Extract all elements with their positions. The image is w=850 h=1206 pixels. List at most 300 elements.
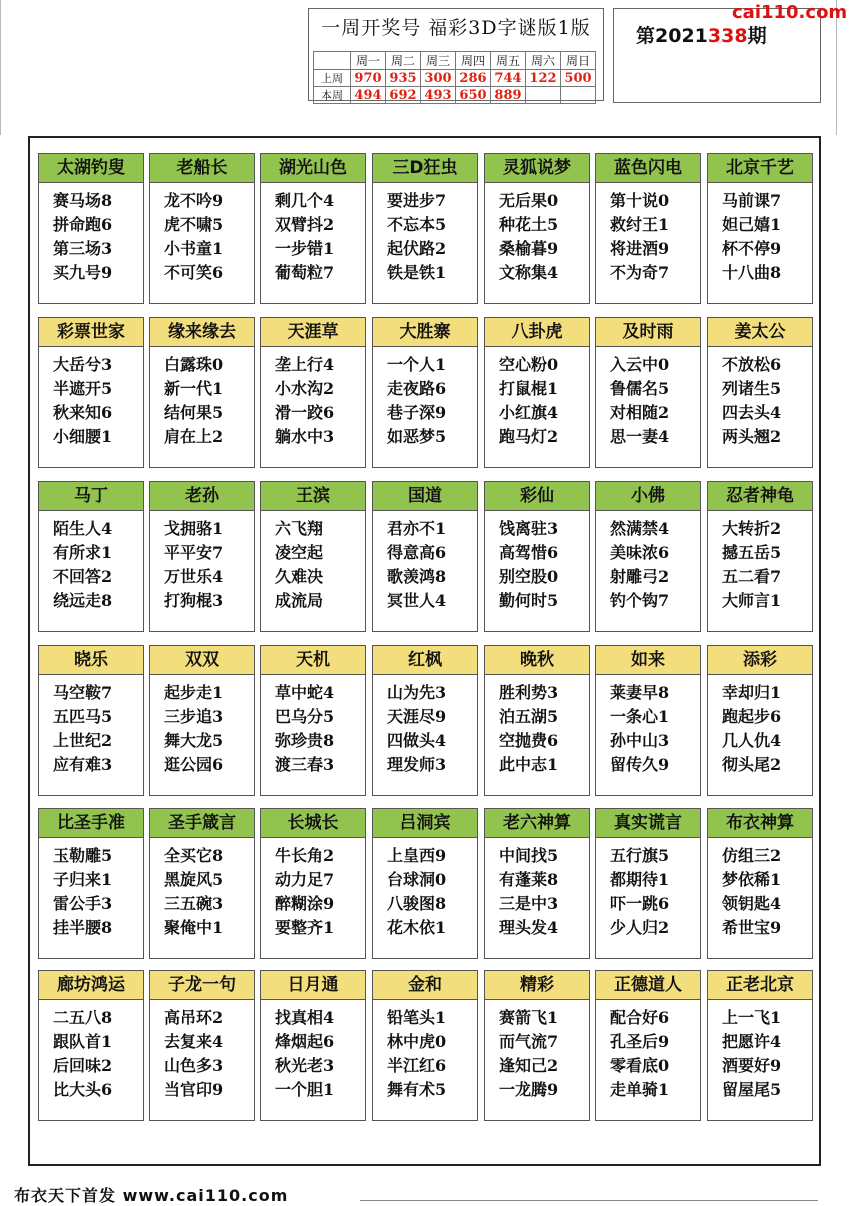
riddle-line: 饯离驻3 bbox=[499, 519, 559, 538]
riddle-line: 桑榆暮9 bbox=[499, 239, 559, 258]
riddle-lines bbox=[39, 1006, 143, 1102]
riddle-line: 三五碗3 bbox=[164, 894, 224, 913]
riddle-card bbox=[38, 645, 144, 796]
draw-number: 494 bbox=[351, 87, 386, 104]
draw-number: 122 bbox=[526, 70, 561, 87]
riddle-line: 小细腰1 bbox=[53, 427, 113, 446]
riddle-line: 幸却归1 bbox=[722, 683, 782, 702]
riddle-line: 挂半腰8 bbox=[53, 918, 113, 937]
riddle-line: 莱妻早8 bbox=[610, 683, 670, 702]
riddle-lines bbox=[39, 189, 143, 285]
riddle-lines bbox=[596, 1006, 700, 1102]
riddle-lines bbox=[485, 517, 589, 613]
riddle-line: 玉勒雕5 bbox=[53, 846, 113, 865]
riddle-line: 烽烟起6 bbox=[275, 1032, 335, 1051]
riddle-line: 打狗棍3 bbox=[164, 591, 224, 610]
day-header: 周一 bbox=[351, 52, 386, 70]
riddle-line: 上世纪2 bbox=[53, 731, 113, 750]
card-author-name: 八卦虎 bbox=[485, 318, 589, 347]
riddle-line: 理发师3 bbox=[387, 755, 447, 774]
riddle-line: 小书童1 bbox=[164, 239, 224, 258]
riddle-line: 上一飞1 bbox=[722, 1008, 782, 1027]
riddle-line: 不放松6 bbox=[722, 355, 782, 374]
riddle-line: 十八曲8 bbox=[722, 263, 782, 282]
draw-number: 286 bbox=[456, 70, 491, 87]
riddle-line: 彻头尾2 bbox=[722, 755, 782, 774]
card-author-name: 蓝色闪电 bbox=[596, 154, 700, 183]
draw-number bbox=[526, 87, 561, 104]
riddle-lines bbox=[373, 1006, 477, 1102]
riddle-line: 此中志1 bbox=[499, 755, 559, 774]
riddle-line: 理头发4 bbox=[499, 918, 559, 937]
riddle-lines bbox=[261, 517, 365, 613]
riddle-card bbox=[372, 970, 478, 1121]
riddle-line: 走夜路6 bbox=[387, 379, 447, 398]
riddle-card bbox=[372, 153, 478, 304]
this-week-label: 本周 bbox=[314, 87, 351, 104]
riddle-card bbox=[484, 645, 590, 796]
riddle-lines bbox=[261, 681, 365, 777]
card-author-name: 正老北京 bbox=[708, 971, 812, 1000]
riddle-line: 歌羡鸿8 bbox=[387, 567, 447, 586]
riddle-line: 思一妻4 bbox=[610, 427, 670, 446]
riddle-line: 买九号9 bbox=[53, 263, 113, 282]
riddle-lines bbox=[596, 517, 700, 613]
riddle-line: 有蓬莱8 bbox=[499, 870, 559, 889]
riddle-line: 三是中3 bbox=[499, 894, 559, 913]
riddle-line: 高吊环2 bbox=[164, 1008, 224, 1027]
riddle-card bbox=[260, 645, 366, 796]
riddle-lines bbox=[373, 844, 477, 940]
riddle-line: 聚俺中1 bbox=[164, 918, 224, 937]
riddle-card bbox=[38, 808, 144, 959]
riddle-line: 美味浓6 bbox=[610, 543, 670, 562]
card-author-name: 老孙 bbox=[150, 482, 254, 511]
riddle-line: 台球洞0 bbox=[387, 870, 447, 889]
card-author-name: 忍者神龟 bbox=[708, 482, 812, 511]
this-week-row bbox=[314, 87, 596, 104]
riddle-line: 结何果5 bbox=[164, 403, 224, 422]
riddle-line: 山为先3 bbox=[387, 683, 447, 702]
riddle-card bbox=[149, 645, 255, 796]
riddle-line: 剩几个4 bbox=[275, 191, 335, 210]
riddle-card bbox=[38, 153, 144, 304]
issue-highlight: 338 bbox=[707, 25, 748, 47]
riddle-line: 逛公园6 bbox=[164, 755, 224, 774]
card-author-name: 天机 bbox=[261, 646, 365, 675]
riddle-lines bbox=[373, 189, 477, 285]
card-author-name: 长城长 bbox=[261, 809, 365, 838]
riddle-line: 都期待1 bbox=[610, 870, 670, 889]
draw-number: 493 bbox=[421, 87, 456, 104]
riddle-card bbox=[149, 808, 255, 959]
riddle-line: 成流局 bbox=[275, 591, 324, 610]
riddle-card bbox=[484, 970, 590, 1121]
riddle-lines bbox=[261, 1006, 365, 1102]
riddle-lines bbox=[373, 681, 477, 777]
riddle-line: 跑起步6 bbox=[722, 707, 782, 726]
riddle-card bbox=[484, 317, 590, 468]
riddle-line: 三步追3 bbox=[164, 707, 224, 726]
riddle-line: 勤何时5 bbox=[499, 591, 559, 610]
riddle-line: 找真相4 bbox=[275, 1008, 335, 1027]
riddle-line: 动力足7 bbox=[275, 870, 335, 889]
riddle-card bbox=[484, 808, 590, 959]
riddle-line: 走单骑1 bbox=[610, 1080, 670, 1099]
riddle-card bbox=[372, 317, 478, 468]
riddle-line: 牛长角2 bbox=[275, 846, 335, 865]
card-author-name: 湖光山色 bbox=[261, 154, 365, 183]
riddle-card bbox=[707, 970, 813, 1121]
riddle-line: 赛箭飞1 bbox=[499, 1008, 559, 1027]
riddle-line: 零看底0 bbox=[610, 1056, 670, 1075]
card-author-name: 北京千艺 bbox=[708, 154, 812, 183]
riddle-card bbox=[149, 317, 255, 468]
draw-number bbox=[561, 87, 596, 104]
days-row bbox=[314, 52, 596, 70]
riddle-line: 打鼠棍1 bbox=[499, 379, 559, 398]
riddle-line: 子归来1 bbox=[53, 870, 113, 889]
riddle-line: 别空股0 bbox=[499, 567, 559, 586]
riddle-lines bbox=[373, 517, 477, 613]
riddle-line: 黑旋风5 bbox=[164, 870, 224, 889]
riddle-card bbox=[372, 645, 478, 796]
riddle-card bbox=[595, 317, 701, 468]
card-author-name: 马丁 bbox=[39, 482, 143, 511]
riddle-card bbox=[372, 808, 478, 959]
riddle-lines bbox=[596, 189, 700, 285]
riddle-line: 中间找5 bbox=[499, 846, 559, 865]
riddle-line: 冥世人4 bbox=[387, 591, 447, 610]
riddle-line: 孙中山3 bbox=[610, 731, 670, 750]
riddle-line: 如恶梦5 bbox=[387, 427, 447, 446]
card-author-name: 晚秋 bbox=[485, 646, 589, 675]
riddle-line: 无后果0 bbox=[499, 191, 559, 210]
riddle-card bbox=[38, 317, 144, 468]
riddle-line: 八骏图8 bbox=[387, 894, 447, 913]
card-author-name: 老船长 bbox=[150, 154, 254, 183]
riddle-card bbox=[595, 808, 701, 959]
riddle-line: 空心粉0 bbox=[499, 355, 559, 374]
card-author-name: 圣手箴言 bbox=[150, 809, 254, 838]
riddle-line: 秋光老3 bbox=[275, 1056, 335, 1075]
draw-number: 500 bbox=[561, 70, 596, 87]
riddle-line: 列诸生5 bbox=[722, 379, 782, 398]
riddle-lines bbox=[39, 681, 143, 777]
riddle-line: 草中蛇4 bbox=[275, 683, 335, 702]
riddle-line: 花木依1 bbox=[387, 918, 447, 937]
riddle-lines bbox=[261, 353, 365, 449]
riddle-lines bbox=[596, 844, 700, 940]
riddle-lines bbox=[485, 681, 589, 777]
riddle-line: 应有难3 bbox=[53, 755, 113, 774]
riddle-line: 新一代1 bbox=[164, 379, 224, 398]
card-author-name: 姜太公 bbox=[708, 318, 812, 347]
draw-number: 970 bbox=[351, 70, 386, 87]
riddle-lines bbox=[708, 681, 812, 777]
card-author-name: 王滨 bbox=[261, 482, 365, 511]
card-author-name: 双双 bbox=[150, 646, 254, 675]
riddle-line: 五二看7 bbox=[722, 567, 782, 586]
riddle-lines bbox=[708, 189, 812, 285]
riddle-line: 躺水中3 bbox=[275, 427, 335, 446]
day-header: 周日 bbox=[561, 52, 596, 70]
riddle-lines bbox=[150, 1006, 254, 1102]
riddle-line: 六飞翔 bbox=[275, 519, 324, 538]
riddle-line: 上皇西9 bbox=[387, 846, 447, 865]
riddle-line: 大岳兮3 bbox=[53, 355, 113, 374]
riddle-line: 铁是铁1 bbox=[387, 263, 447, 282]
riddle-lines bbox=[596, 681, 700, 777]
riddle-line: 秋来知6 bbox=[53, 403, 113, 422]
riddle-line: 留屋尾5 bbox=[722, 1080, 782, 1099]
weekly-draw-panel bbox=[308, 8, 604, 101]
riddle-lines bbox=[39, 353, 143, 449]
riddle-line: 小红旗4 bbox=[499, 403, 559, 422]
riddle-line: 希世宝9 bbox=[722, 918, 782, 937]
card-author-name: 小佛 bbox=[596, 482, 700, 511]
riddle-line: 比大头6 bbox=[53, 1080, 113, 1099]
card-author-name: 及时雨 bbox=[596, 318, 700, 347]
riddle-line: 要进步7 bbox=[387, 191, 447, 210]
riddle-card bbox=[260, 317, 366, 468]
riddle-lines bbox=[261, 844, 365, 940]
card-author-name: 真实谎言 bbox=[596, 809, 700, 838]
card-author-name: 布衣神算 bbox=[708, 809, 812, 838]
draw-number: 889 bbox=[491, 87, 526, 104]
riddle-line: 天涯尽9 bbox=[387, 707, 447, 726]
card-author-name: 彩票世家 bbox=[39, 318, 143, 347]
last-week-row bbox=[314, 70, 596, 87]
riddle-card bbox=[38, 970, 144, 1121]
riddle-line: 空抛费6 bbox=[499, 731, 559, 750]
riddle-line: 舞有术5 bbox=[387, 1080, 447, 1099]
riddle-card bbox=[260, 808, 366, 959]
riddle-card bbox=[149, 970, 255, 1121]
riddle-line: 要整齐1 bbox=[275, 918, 335, 937]
riddle-line: 林中虎0 bbox=[387, 1032, 447, 1051]
footer-divider bbox=[360, 1200, 818, 1201]
riddle-line: 双臂抖2 bbox=[275, 215, 335, 234]
card-author-name: 灵狐说梦 bbox=[485, 154, 589, 183]
card-author-name: 晓乐 bbox=[39, 646, 143, 675]
riddle-line: 起伏路2 bbox=[387, 239, 447, 258]
riddle-line: 得意高6 bbox=[387, 543, 447, 562]
riddle-line: 赛马场8 bbox=[53, 191, 113, 210]
riddle-line: 半江红6 bbox=[387, 1056, 447, 1075]
riddle-line: 四做头4 bbox=[387, 731, 447, 750]
riddle-lines bbox=[150, 517, 254, 613]
day-header: 周二 bbox=[386, 52, 421, 70]
riddle-lines bbox=[708, 517, 812, 613]
card-author-name: 如来 bbox=[596, 646, 700, 675]
card-author-name: 国道 bbox=[373, 482, 477, 511]
riddle-lines bbox=[708, 353, 812, 449]
riddle-line: 小水沟2 bbox=[275, 379, 335, 398]
riddle-line: 鲁儒名5 bbox=[610, 379, 670, 398]
riddle-line: 平平安7 bbox=[164, 543, 224, 562]
riddle-line: 入云中0 bbox=[610, 355, 670, 374]
riddle-line: 有所求1 bbox=[53, 543, 113, 562]
riddle-lines bbox=[596, 353, 700, 449]
site-logo-text[interactable]: cai110.com bbox=[732, 2, 848, 23]
card-author-name: 廊坊鸿运 bbox=[39, 971, 143, 1000]
card-author-name: 缘来缘去 bbox=[150, 318, 254, 347]
riddle-line: 巷子深9 bbox=[387, 403, 447, 422]
riddle-line: 杯不停9 bbox=[722, 239, 782, 258]
riddle-lines bbox=[485, 844, 589, 940]
riddle-line: 山色多3 bbox=[164, 1056, 224, 1075]
card-author-name: 精彩 bbox=[485, 971, 589, 1000]
riddle-line: 射雕弓2 bbox=[610, 567, 670, 586]
riddle-card bbox=[149, 481, 255, 632]
riddle-card bbox=[260, 153, 366, 304]
day-header: 周六 bbox=[526, 52, 561, 70]
riddle-line: 配合好6 bbox=[610, 1008, 670, 1027]
riddle-card bbox=[38, 481, 144, 632]
issue-number bbox=[636, 21, 767, 48]
riddle-card bbox=[707, 317, 813, 468]
riddle-line: 仿组三2 bbox=[722, 846, 782, 865]
card-author-name: 天涯草 bbox=[261, 318, 365, 347]
riddle-line: 对相随2 bbox=[610, 403, 670, 422]
draw-number: 300 bbox=[421, 70, 456, 87]
riddle-line: 撼五岳5 bbox=[722, 543, 782, 562]
riddle-line: 然满禁4 bbox=[610, 519, 670, 538]
riddle-line: 久难决 bbox=[275, 567, 324, 586]
riddle-card bbox=[707, 645, 813, 796]
card-author-name: 大胜寨 bbox=[373, 318, 477, 347]
riddle-line: 马空鞍7 bbox=[53, 683, 113, 702]
riddle-line: 龙不吟9 bbox=[164, 191, 224, 210]
riddle-line: 将进酒9 bbox=[610, 239, 670, 258]
riddle-line: 绕远走8 bbox=[53, 591, 113, 610]
riddle-line: 酒要好9 bbox=[722, 1056, 782, 1075]
riddle-line: 妲己嬉1 bbox=[722, 215, 782, 234]
riddle-card bbox=[595, 481, 701, 632]
riddle-card bbox=[260, 970, 366, 1121]
riddle-line: 弥珍贵8 bbox=[275, 731, 335, 750]
riddle-line: 高驾惜6 bbox=[499, 543, 559, 562]
riddle-line: 戈拥骆1 bbox=[164, 519, 224, 538]
riddle-line: 起步走1 bbox=[164, 683, 224, 702]
riddle-line: 不回答2 bbox=[53, 567, 113, 586]
riddle-line: 几人仇4 bbox=[722, 731, 782, 750]
riddle-lines bbox=[708, 1006, 812, 1102]
riddle-lines bbox=[373, 353, 477, 449]
riddle-line: 凌空起 bbox=[275, 543, 324, 562]
riddle-card bbox=[595, 970, 701, 1121]
riddle-line: 醉糊涂9 bbox=[275, 894, 335, 913]
riddle-line: 去复来4 bbox=[164, 1032, 224, 1051]
riddle-lines bbox=[485, 189, 589, 285]
riddle-line: 滑一跤6 bbox=[275, 403, 335, 422]
riddle-line: 逢知己2 bbox=[499, 1056, 559, 1075]
riddle-line: 一条心1 bbox=[610, 707, 670, 726]
weekly-draw-title: 一周开奖号 福彩3D字谜版1版 bbox=[321, 17, 591, 39]
draw-number: 744 bbox=[491, 70, 526, 87]
riddle-line: 少人归2 bbox=[610, 918, 670, 937]
riddle-line: 葡萄粒7 bbox=[275, 263, 335, 282]
riddle-line: 四去头4 bbox=[722, 403, 782, 422]
draw-number: 935 bbox=[386, 70, 421, 87]
riddle-line: 不可笑6 bbox=[164, 263, 224, 282]
riddle-line: 五匹马5 bbox=[53, 707, 113, 726]
issue-suffix: 期 bbox=[747, 25, 767, 47]
riddle-lines bbox=[150, 681, 254, 777]
riddle-lines bbox=[39, 844, 143, 940]
riddle-line: 跟队首1 bbox=[53, 1032, 113, 1051]
riddle-line: 一个人1 bbox=[387, 355, 447, 374]
riddle-card bbox=[484, 153, 590, 304]
riddle-line: 拼命跑6 bbox=[53, 215, 113, 234]
riddle-line: 肩在上2 bbox=[164, 427, 224, 446]
riddle-card bbox=[484, 481, 590, 632]
riddle-line: 一龙腾9 bbox=[499, 1080, 559, 1099]
riddle-card bbox=[707, 153, 813, 304]
last-week-label: 上周 bbox=[314, 70, 351, 87]
riddle-line: 第十说0 bbox=[610, 191, 670, 210]
card-author-name: 正德道人 bbox=[596, 971, 700, 1000]
card-author-name: 太湖钓叟 bbox=[39, 154, 143, 183]
card-author-name: 红枫 bbox=[373, 646, 477, 675]
riddle-line: 领钥匙4 bbox=[722, 894, 782, 913]
draw-number: 650 bbox=[456, 87, 491, 104]
draw-number: 692 bbox=[386, 87, 421, 104]
riddle-line: 钓个钩7 bbox=[610, 591, 670, 610]
riddle-line: 当官印9 bbox=[164, 1080, 224, 1099]
card-author-name: 吕洞宾 bbox=[373, 809, 477, 838]
riddle-line: 渡三春3 bbox=[275, 755, 335, 774]
weekly-draw-table bbox=[313, 51, 596, 104]
riddle-line: 万世乐4 bbox=[164, 567, 224, 586]
riddle-line: 半遮开5 bbox=[53, 379, 113, 398]
riddle-card bbox=[595, 645, 701, 796]
riddle-lines bbox=[485, 1006, 589, 1102]
corner-cell bbox=[314, 52, 351, 70]
riddle-card bbox=[372, 481, 478, 632]
card-author-name: 日月通 bbox=[261, 971, 365, 1000]
riddle-card bbox=[595, 153, 701, 304]
riddle-card bbox=[707, 808, 813, 959]
card-author-name: 彩仙 bbox=[485, 482, 589, 511]
riddle-line: 虎不啸5 bbox=[164, 215, 224, 234]
riddle-line: 一个胆1 bbox=[275, 1080, 335, 1099]
riddle-line: 种花土5 bbox=[499, 215, 559, 234]
riddle-lines bbox=[150, 844, 254, 940]
riddle-line: 巴乌分5 bbox=[275, 707, 335, 726]
footer-credit: 布衣天下首发 www.cai110.com bbox=[14, 1186, 289, 1205]
riddle-line: 而气流7 bbox=[499, 1032, 559, 1051]
day-header: 周四 bbox=[456, 52, 491, 70]
card-author-name: 子龙一句 bbox=[150, 971, 254, 1000]
riddle-line: 二五八8 bbox=[53, 1008, 113, 1027]
riddle-line: 马前课7 bbox=[722, 191, 782, 210]
riddle-card bbox=[260, 481, 366, 632]
riddle-line: 泊五湖5 bbox=[499, 707, 559, 726]
card-author-name: 比圣手准 bbox=[39, 809, 143, 838]
day-header: 周三 bbox=[421, 52, 456, 70]
riddle-line: 垄上行4 bbox=[275, 355, 335, 374]
card-author-name: 添彩 bbox=[708, 646, 812, 675]
left-border-line bbox=[0, 0, 1, 135]
riddle-lines bbox=[150, 353, 254, 449]
riddle-line: 不忘本5 bbox=[387, 215, 447, 234]
riddle-line: 胜利势3 bbox=[499, 683, 559, 702]
riddle-line: 吓一跳6 bbox=[610, 894, 670, 913]
riddle-lines bbox=[261, 189, 365, 285]
riddle-line: 两头翘2 bbox=[722, 427, 782, 446]
